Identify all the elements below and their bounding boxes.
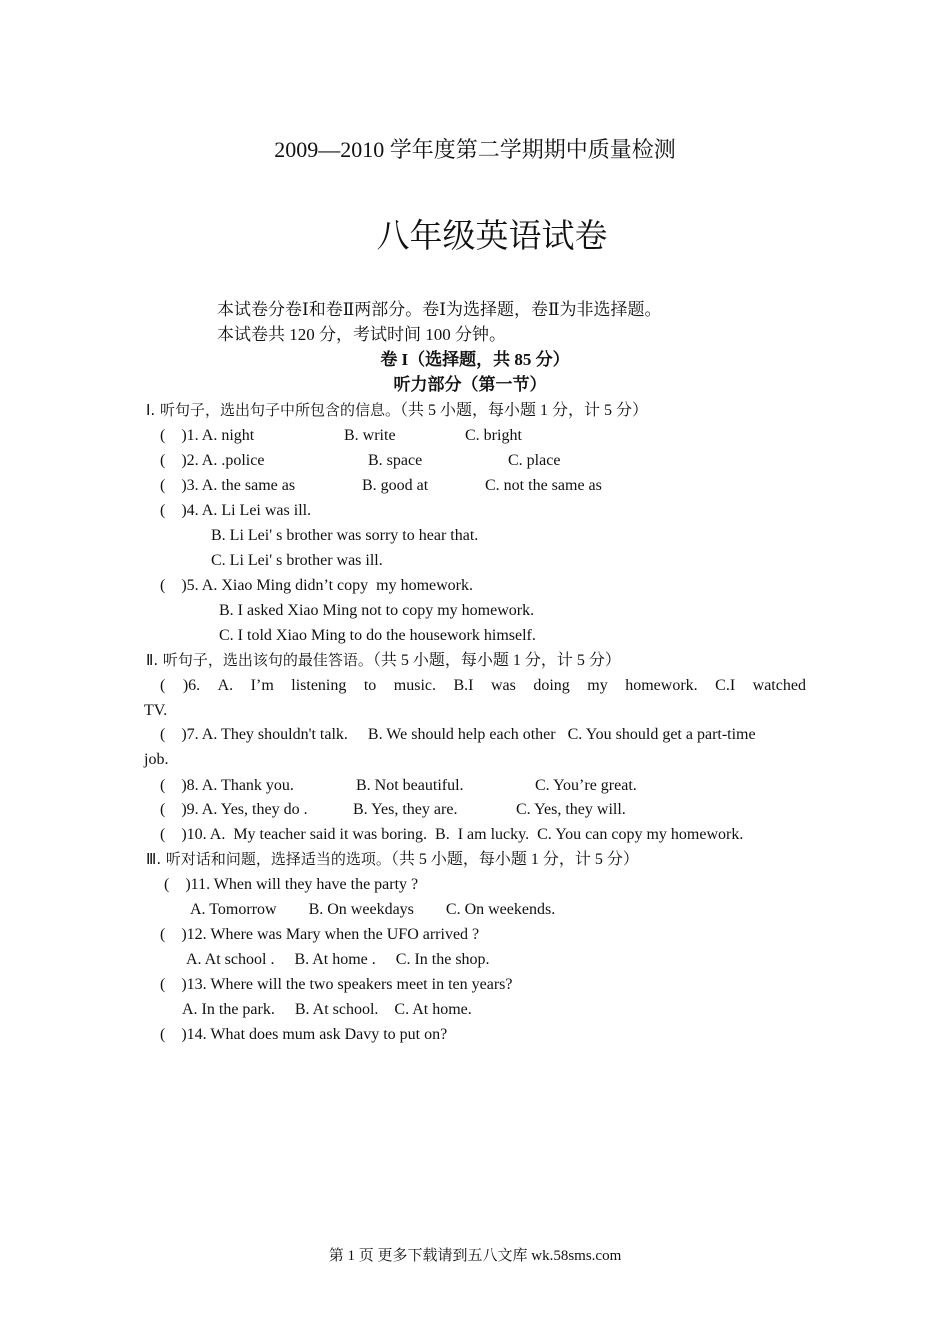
q6-word: I’m <box>250 677 274 694</box>
section-2-note: （共 5 小题，每小题 1 分，计 5 分） <box>372 652 621 669</box>
q11-stem: ( )11. When will they have the party ? <box>164 876 419 893</box>
q6-word: A. <box>217 677 234 694</box>
q6-word: doing <box>533 677 570 694</box>
q11-options: A. Tomorrow B. On weekdays C. On weekends. <box>190 901 556 918</box>
q8-stem: ( )8. A. Thank you. <box>160 777 294 794</box>
section-1-note: （共 5 小题，每小题 1 分，计 5 分） <box>399 402 648 419</box>
q6-word: C.I <box>715 677 736 694</box>
q7-wrap: job. <box>144 751 169 768</box>
section-1-heading <box>146 400 648 421</box>
q12-stem: ( )12. Where was Mary when the UFO arrived ? <box>160 926 480 943</box>
q2-option-b: B. space <box>368 452 423 469</box>
q9-option-b: B. Yes, they are. <box>353 801 458 818</box>
q6-wrap: TV. <box>144 702 168 719</box>
intro-line-1: 本试卷分卷Ⅰ和卷Ⅱ两部分。卷Ⅰ为选择题，卷Ⅱ为非选择题。 <box>217 300 662 319</box>
q1-option-c: C. bright <box>465 427 522 444</box>
q6-word: was <box>490 677 516 694</box>
section-3-heading <box>146 849 639 870</box>
q6-word: ( <box>160 677 166 694</box>
q8-option-c: C. You’re great. <box>535 777 637 794</box>
intro-line-2: 本试卷共 120 分，考试时间 100 分钟。 <box>217 325 506 344</box>
q12-options: A. At school . B. At home . C. In the shop. <box>186 951 490 968</box>
volume-heading: 卷 I（选择题，共 85 分） <box>380 350 570 369</box>
q2-stem: ( )2. A. .police <box>160 452 265 469</box>
exam-title: 八年级英语试卷 <box>376 216 608 255</box>
part-heading: 听力部分（第一节） <box>393 375 547 394</box>
q3-stem: ( )3. A. the same as <box>160 477 296 494</box>
q6-line <box>160 676 806 696</box>
q9-stem: ( )9. A. Yes, they do . <box>160 801 308 818</box>
q4-option-c: C. Li Lei' s brother was ill. <box>211 552 383 569</box>
q5-stem: ( )5. A. Xiao Ming didn’t copy my homework. <box>160 577 474 594</box>
section-3-note: （共 5 小题，每小题 1 分，计 5 分） <box>390 851 639 868</box>
q6-word: watched <box>752 677 806 694</box>
q6-word: music. <box>393 677 437 694</box>
q6-word: listening <box>291 677 347 694</box>
q4-stem: ( )4. A. Li Lei was ill. <box>160 502 312 519</box>
q6-word: B.I <box>453 677 474 694</box>
q6-word: my <box>587 677 608 694</box>
q3-option-c: C. not the same as <box>485 477 602 494</box>
page-footer: 第 1 页 更多下载请到五八文库 wk.58sms.com <box>328 1248 622 1264</box>
q13-stem: ( )13. Where will the two speakers meet in ten years? <box>160 976 513 993</box>
q8-option-b: B. Not beautiful. <box>356 777 464 794</box>
q1-stem: ( )1. A. night <box>160 427 255 444</box>
q14-stem: ( )14. What does mum ask Davy to put on? <box>160 1026 448 1043</box>
q6-word: homework. <box>625 677 698 694</box>
q6-word: to <box>363 677 377 694</box>
q5-option-b: B. I asked Xiao Ming not to copy my homework. <box>219 602 535 619</box>
q10-line: ( )10. A. My teacher said it was boring. B. I am lucky. C. You can copy my homework. <box>160 826 744 843</box>
section-1-title: Ⅰ. 听句子，选出句子中所包含的信息。 <box>146 401 400 419</box>
q3-option-b: B. good at <box>362 477 429 494</box>
q13-options: A. In the park. B. At school. C. At home. <box>182 1001 472 1018</box>
q6-word: )6. <box>182 677 201 694</box>
q5-option-c: C. I told Xiao Ming to do the housework himself. <box>219 627 536 644</box>
q4-option-b: B. Li Lei' s brother was sorry to hear that. <box>211 527 479 544</box>
q9-option-c: C. Yes, they will. <box>516 801 626 818</box>
section-3-title: Ⅲ. 听对话和问题，选择适当的选项。 <box>146 850 391 868</box>
q7-line: ( )7. A. They shouldn't talk. B. We should help each other C. You should get a part-time <box>160 726 756 743</box>
section-2-heading <box>146 650 621 671</box>
section-2-title: Ⅱ. 听句子，选出该句的最佳答语。 <box>146 651 373 669</box>
q2-option-c: C. place <box>508 452 561 469</box>
exam-subtitle: 2009—2010 学年度第二学期期中质量检测 <box>274 137 676 162</box>
q1-option-b: B. write <box>344 427 396 444</box>
